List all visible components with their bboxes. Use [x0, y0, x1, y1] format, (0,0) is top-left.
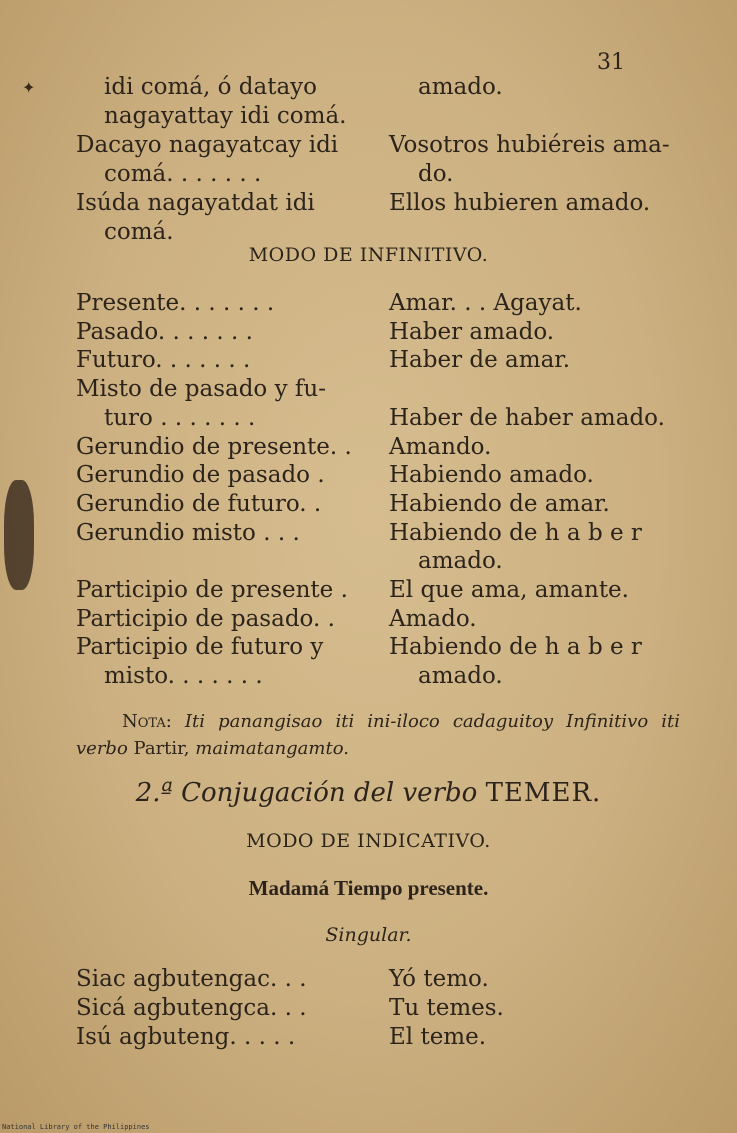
row-spanish-text: amado.	[418, 74, 503, 100]
margin-stain	[4, 480, 34, 590]
row-spanish-text: El teme.	[389, 1024, 487, 1050]
row-spanish-text: Vosotros hubiéreis ama-	[389, 132, 670, 158]
note-paragraph	[76, 708, 680, 762]
note-italic-2: maimatangamto.	[195, 738, 349, 759]
heading-infinitivo: MODO DE INFINITIVO.	[248, 244, 489, 266]
row-iloco-text: Sicá agbutengca. . .	[76, 995, 307, 1021]
table-row	[0, 72, 737, 102]
margin-mark: ✦	[22, 78, 36, 97]
row-iloco-text: Isú agbuteng. . . . .	[76, 1024, 296, 1050]
note-italic-1: Iti panangisao iti ini-iloco cadaguitoy Infinitivo iti verbo	[76, 711, 680, 759]
row-spanish-text: amado.	[418, 548, 503, 575]
row-iloco-text: Participio de futuro y	[76, 634, 324, 661]
note-plain: Partir,	[133, 738, 190, 759]
table-row	[0, 317, 737, 347]
conjugation-text: Conjugación del verbo	[181, 778, 478, 808]
table-row	[0, 217, 737, 247]
table-row	[0, 489, 737, 519]
table-row	[0, 518, 737, 548]
table-row	[0, 546, 737, 576]
row-iloco-text: Gerundio de presente. .	[76, 433, 352, 460]
table-row	[0, 604, 737, 634]
row-iloco-text: Participio de pasado. .	[76, 605, 335, 632]
row-spanish-text: El que ama, amante.	[389, 577, 629, 603]
row-spanish-text: Haber de amar.	[389, 347, 571, 374]
table-row	[0, 575, 737, 605]
row-iloco-text: Gerundio de pasado .	[76, 462, 325, 489]
row-iloco-text: Presente. . . . . . .	[76, 290, 275, 316]
row-iloco-text: turo . . . . . . .	[104, 404, 256, 431]
row-spanish-text: Habiendo de h a b e r	[389, 634, 642, 661]
row-iloco-text: comá. . . . . . .	[104, 161, 262, 187]
table-row	[0, 964, 737, 994]
library-footer: National Library of the Philippines	[2, 1123, 150, 1131]
row-iloco-text: Participio de presente .	[76, 577, 348, 603]
row-iloco-text: Misto de pasado y fu-	[76, 376, 326, 403]
table-row	[0, 101, 737, 131]
row-iloco-text: Siac agbutengac. . .	[76, 966, 307, 992]
row-iloco-text: Futuro. . . . . . .	[76, 347, 251, 374]
row-spanish-text: Amar. . . Agayat.	[389, 290, 582, 316]
row-iloco-text: misto. . . . . . .	[104, 663, 263, 690]
table-row	[0, 1022, 737, 1052]
row-spanish-text: Habiendo de amar.	[389, 490, 610, 517]
row-spanish-text: Ellos hubieren amado.	[389, 190, 651, 216]
conjugation-verb: TEMER.	[485, 778, 602, 808]
row-spanish-text: do.	[418, 161, 454, 187]
row-spanish-text: Tu temes.	[389, 995, 504, 1021]
row-spanish-text: Habiendo amado.	[389, 462, 594, 489]
row-spanish-text: Haber de haber amado.	[389, 404, 665, 431]
row-spanish-text: Habiendo de h a b e r	[389, 519, 642, 546]
page-number: 31	[597, 50, 625, 75]
table-row	[0, 993, 737, 1023]
table-row	[0, 188, 737, 218]
conjugation-title	[0, 778, 737, 808]
row-spanish-text: Haber amado.	[389, 318, 555, 345]
table-row	[0, 661, 737, 691]
table-row	[0, 374, 737, 404]
tense-heading: Madamá Tiempo presente.	[248, 876, 489, 900]
row-iloco-text: Pasado. . . . . . .	[76, 318, 253, 345]
row-iloco-text: Isúda nagayatdat idi	[76, 190, 315, 216]
row-spanish-text: Amando.	[389, 433, 492, 460]
table-row	[0, 130, 737, 160]
table-row	[0, 632, 737, 662]
table-row	[0, 460, 737, 490]
table-row	[0, 288, 737, 318]
number-heading: Singular.	[325, 924, 412, 946]
table-row	[0, 403, 737, 433]
table-row	[0, 432, 737, 462]
row-spanish-text: amado.	[418, 663, 503, 690]
conjugation-number: 2.ª	[135, 778, 173, 808]
row-iloco-text: idi comá, ó datayo	[104, 74, 318, 100]
row-iloco-text: comá.	[104, 219, 174, 245]
row-iloco-text: nagayattay idi comá.	[104, 103, 347, 129]
row-iloco-text: Dacayo nagayatcay idi	[76, 132, 339, 158]
row-spanish-text: Yó temo.	[389, 966, 489, 992]
table-row	[0, 159, 737, 189]
row-iloco-text: Gerundio de futuro. .	[76, 490, 322, 517]
heading-indicativo: MODO DE INDICATIVO.	[246, 830, 491, 852]
table-row	[0, 345, 737, 375]
row-iloco-text: Gerundio misto . . .	[76, 519, 300, 546]
row-spanish-text: Amado.	[389, 605, 477, 632]
note-label: Nota:	[122, 711, 172, 732]
